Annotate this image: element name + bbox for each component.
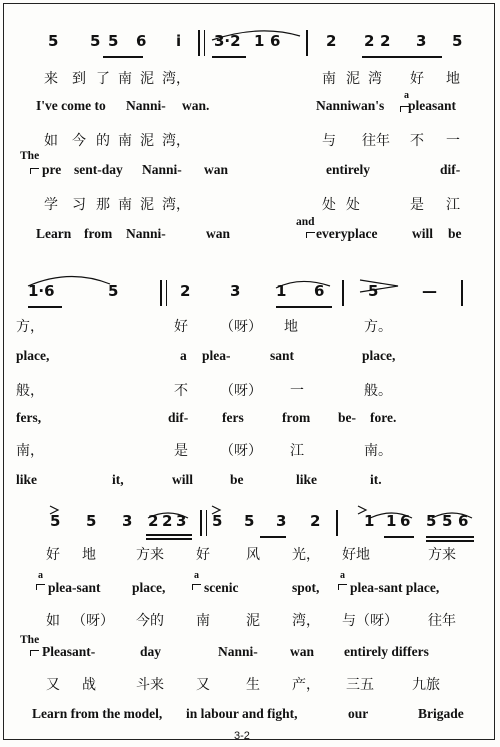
note: 6 — [458, 512, 469, 530]
barline — [206, 510, 207, 536]
lyric: 今的 — [136, 613, 164, 629]
lyric: dif- — [168, 410, 189, 425]
lyric: 是 — [174, 443, 188, 459]
lyric: 方来 — [136, 547, 164, 563]
lyric: 好地 — [342, 547, 370, 563]
lyric: dif- — [440, 162, 461, 177]
lyric-line-en — [0, 706, 500, 728]
lyric: 的 — [96, 133, 110, 149]
lyric: 习 — [72, 197, 86, 213]
lyric-line-cn — [0, 440, 500, 462]
lyric: 南 — [118, 197, 132, 213]
lyric-line-cn — [0, 194, 500, 216]
lyric-line-en — [0, 644, 500, 666]
lyric-line-en — [0, 226, 500, 248]
lyric: 地 — [284, 319, 298, 335]
lyric: 江 — [290, 443, 304, 459]
note: 5 — [108, 282, 119, 300]
lyric: 与（呀） — [342, 613, 398, 629]
note: 5 — [48, 32, 59, 50]
lyric: 好 — [174, 319, 188, 335]
note: 2 — [364, 32, 375, 50]
lyric: 方， — [16, 319, 44, 335]
lyric: 方来 — [428, 547, 456, 563]
note: 3 — [416, 32, 427, 50]
lyric: entirely differs — [344, 644, 429, 659]
lyric: 生 — [246, 677, 260, 693]
lyric-line-cn — [0, 544, 500, 566]
lyric: plea- — [202, 348, 231, 363]
lyric: fers, — [16, 410, 42, 425]
lyric: be — [230, 472, 244, 487]
lyric: be- — [338, 410, 356, 425]
lyric: 风 — [246, 547, 260, 563]
lyric: 与 — [322, 133, 336, 149]
lyric-line-cn — [0, 610, 500, 632]
lyric: 湾， — [162, 197, 190, 213]
note: 2 — [310, 512, 321, 530]
lyric: a — [180, 348, 187, 363]
note: 5 — [108, 32, 119, 50]
lyric: Nanni- — [126, 98, 166, 113]
lyric: place, — [362, 348, 396, 363]
lyric: 般， — [16, 383, 44, 399]
lyric: plea-sant — [48, 580, 101, 595]
note: 2 — [380, 32, 391, 50]
lyric: 如 — [46, 613, 60, 629]
note: 1 — [364, 512, 375, 530]
lyric: everyplace — [316, 226, 378, 241]
underline — [146, 534, 192, 536]
note: 1 — [276, 282, 287, 300]
note: 6 — [270, 32, 281, 50]
lyric-line-cn — [0, 316, 500, 338]
barline — [200, 510, 202, 536]
lyric-line-cn — [0, 130, 500, 152]
lyric: be — [448, 226, 462, 241]
lyric: entirely — [326, 162, 370, 177]
lyric: pleasant — [408, 98, 457, 113]
lyric: 学 — [44, 197, 58, 213]
lyric: （呀） — [72, 613, 114, 629]
lyric: wan — [290, 644, 315, 659]
lyric: in labour and fight, — [186, 706, 298, 721]
lyric: 那 — [96, 197, 110, 213]
lyric: Brigade — [418, 706, 464, 721]
lyric: scenic — [204, 580, 239, 595]
lyric: 如 — [44, 133, 58, 149]
lyric: 泥 — [246, 613, 260, 629]
lyric: day — [140, 644, 162, 659]
slur — [212, 31, 300, 40]
lyric: 又 — [196, 677, 210, 693]
lyric: 产， — [292, 677, 320, 693]
lyric-line-en — [0, 98, 500, 120]
lyric: like — [16, 472, 38, 487]
note: 6 — [400, 512, 411, 530]
lyric: 到 — [72, 71, 86, 87]
lyric: （呀） — [220, 319, 262, 335]
lyric: 光， — [292, 547, 320, 563]
note: 6 — [136, 32, 147, 50]
note: 3·2 — [214, 32, 241, 50]
lyric: Nanni- — [218, 644, 258, 659]
lyric: 三五 — [346, 677, 374, 693]
lyric: 湾 — [368, 71, 382, 87]
lyric: 处 — [322, 197, 336, 213]
lyric: 来 — [44, 71, 58, 87]
lyric: 不 — [410, 133, 424, 149]
lyric: 是 — [410, 197, 424, 213]
note: 3 — [276, 512, 287, 530]
barline — [198, 30, 200, 56]
note: 5 — [426, 512, 437, 530]
lyric: 往年 — [428, 613, 456, 629]
note: 3 — [230, 282, 241, 300]
note: 5 — [86, 512, 97, 530]
lyric: will — [172, 472, 194, 487]
decrescendo-mark — [360, 280, 398, 292]
lyric-line-en — [0, 410, 500, 432]
lyric: 不 — [174, 383, 188, 399]
note: i — [176, 32, 182, 50]
lyric: it. — [370, 472, 382, 487]
underline — [146, 538, 192, 540]
note: — — [422, 282, 437, 300]
underline — [426, 536, 474, 538]
lyric: pre — [42, 162, 62, 177]
lyric: 泥 — [140, 197, 154, 213]
lyric: place, — [132, 580, 166, 595]
barline — [160, 280, 162, 306]
barline — [166, 280, 167, 306]
lyric: 好 — [196, 547, 210, 563]
lyric: it, — [112, 472, 124, 487]
lyric: 一 — [446, 133, 460, 149]
lyric: from — [84, 226, 113, 241]
article-marker: The — [20, 634, 40, 646]
lyric: 往年 — [362, 133, 390, 149]
lyric: 泥 — [140, 133, 154, 149]
note: 3 — [176, 512, 187, 530]
lyric: from — [282, 410, 311, 425]
lyric: 方。 — [364, 319, 392, 335]
lyric: like — [296, 472, 318, 487]
lyric: 泥 — [346, 71, 360, 87]
article-marker: a — [38, 570, 43, 581]
lyric: place, — [16, 348, 50, 363]
lyric: plea-sant place, — [350, 580, 440, 595]
article-marker: and — [296, 216, 315, 228]
lyric: 湾， — [162, 71, 190, 87]
lyric: 般。 — [364, 383, 392, 399]
note: 1 — [254, 32, 265, 50]
lyric: 南 — [196, 613, 210, 629]
lyric: 又 — [46, 677, 60, 693]
lyric: our — [348, 706, 369, 721]
underline — [426, 540, 474, 542]
elision-hook — [400, 106, 409, 112]
lyric: 南， — [16, 443, 44, 459]
lyric-line-en — [0, 472, 500, 494]
lyric-line-en — [0, 580, 500, 602]
lyric-line-cn — [0, 674, 500, 696]
lyric: （呀） — [220, 383, 262, 399]
lyric: 湾， — [162, 133, 190, 149]
note: 2 — [148, 512, 159, 530]
lyric: fers — [222, 410, 244, 425]
lyric: 南 — [322, 71, 336, 87]
lyric: 南。 — [364, 443, 392, 459]
note: 1·6 — [28, 282, 55, 300]
note: 1 — [386, 512, 397, 530]
note: 2 — [326, 32, 337, 50]
underline — [260, 536, 286, 538]
note: 2 — [162, 512, 173, 530]
lyric: fore. — [370, 410, 397, 425]
article-marker: a — [404, 90, 409, 101]
note: 5 — [368, 282, 379, 300]
lyric: 九旅 — [412, 677, 440, 693]
lyric: 湾， — [292, 613, 320, 629]
barline — [204, 30, 205, 56]
lyric: （呀） — [220, 443, 262, 459]
note: 2 — [180, 282, 191, 300]
slur-arcs — [0, 280, 500, 310]
underline — [384, 536, 414, 538]
article-marker: a — [340, 570, 345, 581]
lyric: 战 — [82, 677, 96, 693]
lyric: Nanni- — [142, 162, 182, 177]
lyric: 处 — [346, 197, 360, 213]
article-marker: a — [194, 570, 199, 581]
lyric: 江 — [446, 197, 460, 213]
article-marker: The — [20, 150, 40, 162]
lyric: 今 — [72, 133, 86, 149]
lyric: Learn from the model, — [32, 706, 163, 721]
lyric: 南 — [118, 71, 132, 87]
lyric: Nanni- — [126, 226, 166, 241]
lyric: 好 — [46, 547, 60, 563]
barline — [342, 280, 344, 306]
lyric: spot, — [292, 580, 320, 595]
lyric: 了 — [96, 71, 110, 87]
notation-row — [40, 510, 480, 534]
note: 6 — [314, 282, 325, 300]
lyric: wan — [206, 226, 231, 241]
lyric-line-cn — [0, 380, 500, 402]
note: 5 — [212, 512, 223, 530]
lyric: 斗来 — [136, 677, 164, 693]
lyric-line-cn — [0, 68, 500, 90]
lyric-line-en — [0, 162, 500, 184]
lyric: 泥 — [140, 71, 154, 87]
lyric-line-en — [0, 348, 500, 370]
lyric: 地 — [446, 71, 460, 87]
page-number: 3-2 — [234, 730, 250, 742]
lyric: 南 — [118, 133, 132, 149]
lyric: sent-day — [74, 162, 123, 177]
lyric: Learn — [36, 226, 72, 241]
lyric: wan — [204, 162, 229, 177]
lyric: wan. — [182, 98, 210, 113]
barline — [461, 280, 463, 306]
note: 5 — [90, 32, 101, 50]
note: 5 — [442, 512, 453, 530]
slur-arcs — [0, 30, 500, 60]
note: 5 — [244, 512, 255, 530]
lyric: sant — [270, 348, 295, 363]
slur — [276, 281, 330, 288]
lyric: will — [412, 226, 434, 241]
lyric: 好 — [410, 71, 424, 87]
barline — [306, 30, 308, 56]
note: 3 — [122, 512, 133, 530]
lyric: I've come to — [36, 98, 106, 113]
barline — [336, 510, 338, 536]
lyric: 地 — [82, 547, 96, 563]
lyric: 一 — [290, 383, 304, 399]
lyric: Pleasant- — [42, 644, 96, 659]
lyric: Nanniwan's — [316, 98, 385, 113]
note: 5 — [452, 32, 463, 50]
note: 5 — [50, 512, 61, 530]
